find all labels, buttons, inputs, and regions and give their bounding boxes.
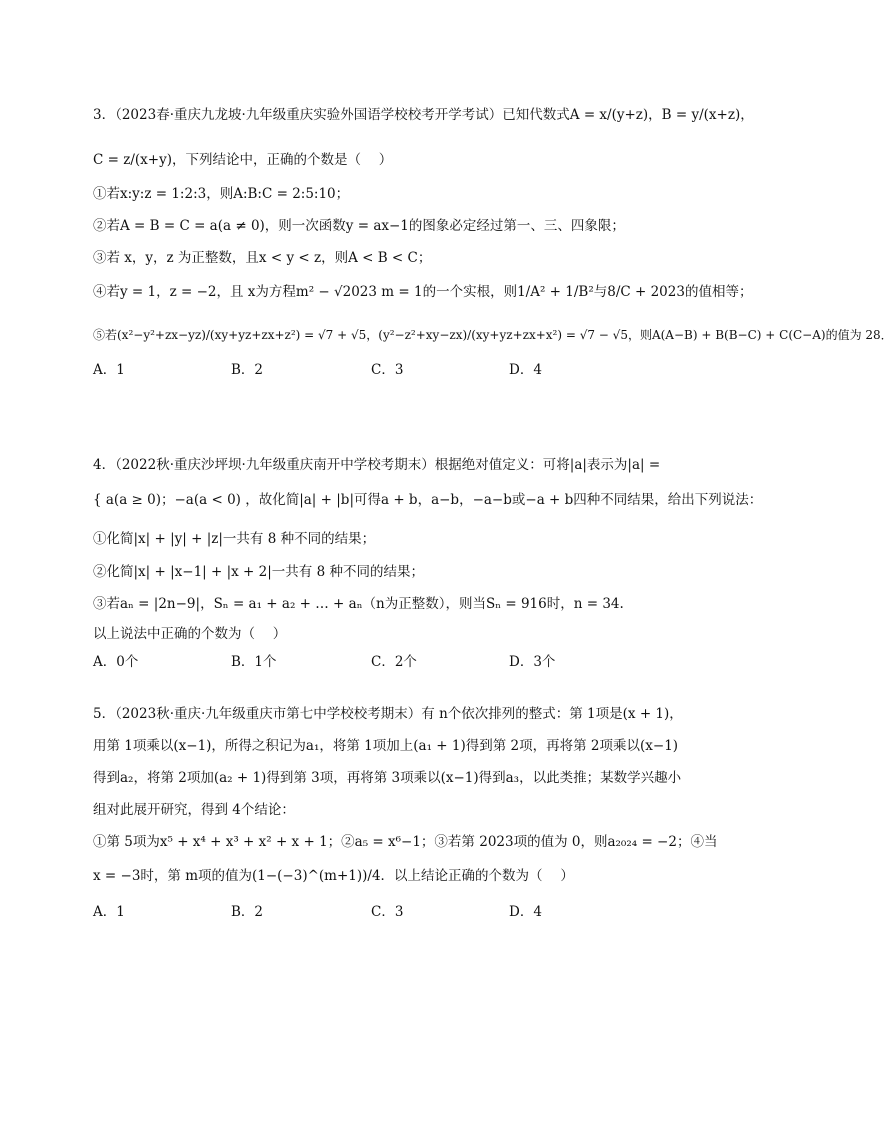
choice-c[interactable]: C．3 xyxy=(371,362,404,378)
choice-a[interactable]: A．0个 xyxy=(93,654,139,670)
question-3-line-2: C = z/(x+y)，下列结论中，正确的个数是（ ） xyxy=(93,152,393,168)
question-5-line-5: ①第 5项为x⁵ + x⁴ + x³ + x² + x + 1；②a₅ = x⁶−1；③若第 2023项的值为 0，则a₂₀₂₄ = −2；④当 xyxy=(93,834,718,850)
statement-5: ⑤若(x²−y²+zx−yz)/(xy+yz+zx+z²) = √7 + √5，(y²−z²+xy−zx)/(xy+yz+zx+x²) = √7 − √5，则A(A−B) + B(B−C) + C(C−A)的值为 28． xyxy=(93,328,893,342)
statement-3: ③若aₙ = |2n−9|，Sₙ = a₁ + a₂ + … + aₙ（n为正整数），则当Sₙ = 916时，n = 34. xyxy=(93,596,624,612)
answer-choices xyxy=(93,902,653,922)
choice-b[interactable]: B．2 xyxy=(231,362,264,378)
question-4-prompt: 以上说法中正确的个数为（ ） xyxy=(93,626,287,642)
question-5-line-4: 组对此展开研究，得到 4个结论： xyxy=(93,802,295,818)
answer-choices xyxy=(93,360,653,380)
choice-d[interactable]: D．4 xyxy=(509,904,542,920)
choice-a[interactable]: A．1 xyxy=(93,362,125,378)
choice-c[interactable]: C．3 xyxy=(371,904,404,920)
statement-4: ④若y = 1，z = −2，且 x为方程m² − √2023 m = 1的一个实根，则1/A² + 1/B²与8/C + 2023的值相等； xyxy=(93,284,753,300)
statement-2: ②化简|x| + |x−1| + |x + 2|一共有 8 种不同的结果； xyxy=(93,564,424,580)
choice-c[interactable]: C．2个 xyxy=(371,654,417,670)
question-5-line-2: 用第 1项乘以(x−1)，所得之积记为a₁，将第 1项加上(a₁ + 1)得到第 2项，再将第 2项乘以(x−1) xyxy=(93,738,679,754)
choice-a[interactable]: A．1 xyxy=(93,904,125,920)
choice-d[interactable]: D．3个 xyxy=(509,654,556,670)
answer-choices xyxy=(93,652,653,672)
question-5-line-6: x = −3时，第 m项的值为(1−(−3)^(m+1))/4．以上结论正确的个数为（ ） xyxy=(93,868,574,884)
question-4-line-1: 4．（2022秋·重庆沙坪坝·九年级重庆南开中学校考期末）根据绝对值定义：可将|a|表示为|a| = xyxy=(93,457,661,473)
statement-1: ①化简|x| + |y| + |z|一共有 8 种不同的结果； xyxy=(93,531,376,547)
statement-3: ③若 x，y，z 为正整数，且x < y < z，则A < B < C； xyxy=(93,250,432,266)
question-5-line-3: 得到a₂，将第 2项加(a₂ + 1)得到第 3项，再将第 3项乘以(x−1)得到a₃，以此类推；某数学兴趣小 xyxy=(93,770,682,786)
question-5-line-1: 5．（2023秋·重庆·九年级重庆市第七中学校校考期末）有 n个依次排列的整式：第 1项是(x + 1)， xyxy=(93,706,683,722)
statement-2: ②若A = B = C = a(a ≠ 0)，则一次函数y = ax−1的图象必定经过第一、三、四象限； xyxy=(93,218,625,234)
choice-d[interactable]: D．4 xyxy=(509,362,542,378)
question-3-line-1: 3．（2023春·重庆九龙坡·九年级重庆实验外国语学校校考开学考试）已知代数式A = x/(y+z)，B = y/(x+z)， xyxy=(93,107,754,123)
choice-b[interactable]: B．1个 xyxy=(231,654,277,670)
question-4-line-2: { a(a ≥ 0)；−a(a < 0) ，故化简|a| + |b|可得a + b，a−b，−a−b或−a + b四种不同结果，给出下列说法： xyxy=(93,492,763,508)
choice-b[interactable]: B．2 xyxy=(231,904,264,920)
statement-1: ①若x:y:z = 1:2:3，则A:B:C = 2:5:10； xyxy=(93,186,350,202)
